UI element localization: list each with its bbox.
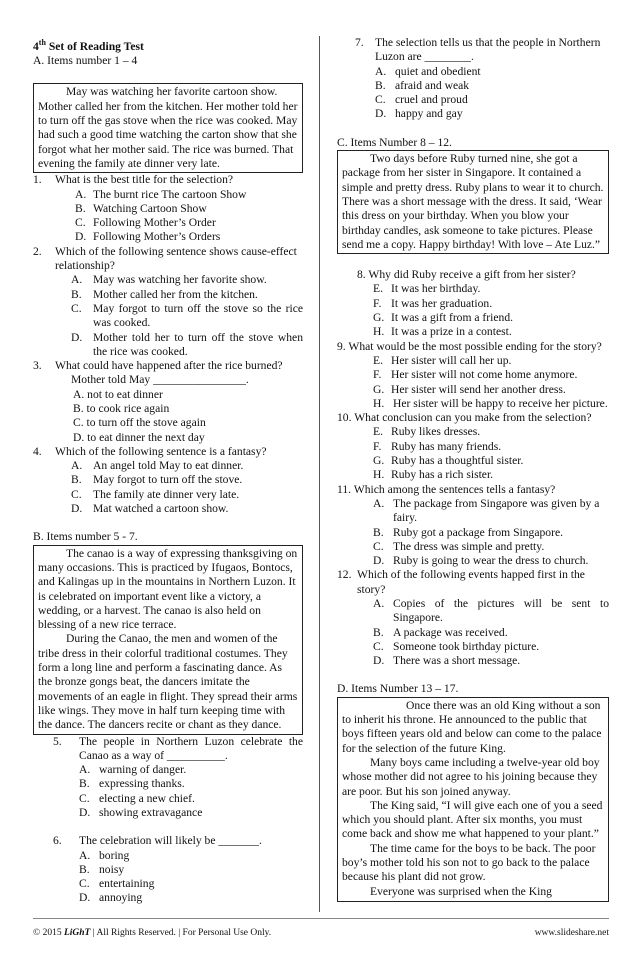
q3-stem: Mother told May ________________.: [71, 373, 249, 387]
q8-option-g: G. It was a gift from a friend.: [373, 311, 514, 325]
q4-option-d: D. Mat watched a cartoon show.: [71, 502, 229, 516]
q6-option-a: A. boring: [79, 848, 130, 862]
passage-b: The canao is a way of expressing thanksgiving on many occasions. This is practiced by Ifugaos, Bontocs, and Kalingas up in the mountains in Northern Luzon. It is celebrated on important event like a victory, a wedding, or a harvest. The canao is also held on blessing of a new rice terrace. During the Canao, the men and women of the tribe dress in their colorful traditional costumes. They form a long line and perform a fascinating dance. As the bronze gongs beat, the dancers imitate the movements of an eagle in flight. They spread their arms like wings. They move in half turn keeping time with the dance. The dancers recite or chant as they dance.: [33, 545, 303, 735]
q7-option-d: D. happy and gay: [375, 107, 463, 121]
q8-option-h: H. It was a prize in a contest.: [373, 325, 512, 339]
q6-option-b: B. noisy: [79, 862, 125, 876]
q5-option-b: B. expressing thanks.: [79, 777, 185, 791]
q8-option-f: F. It was her graduation.: [373, 296, 493, 310]
footer-copyright: © 2015 LiGhT | All Rights Reserved. | For Personal Use Only.: [33, 928, 272, 938]
q4-option-b: B. May forgot to turn off the stove.: [71, 473, 243, 487]
q9-option-h: H. Her sister will be happy to receive her picture.: [373, 396, 608, 410]
section-a-label: A. Items number 1 – 4: [33, 54, 138, 68]
q9-option-g: G. Her sister will send her another dress.: [373, 382, 566, 396]
q9-option-e: E. Her sister will call her up.: [373, 353, 512, 367]
question-7: 7. The selection tells us that the people in Northern Luzon are ________.: [355, 36, 601, 64]
q3-option-a: A. not to eat dinner: [73, 387, 163, 401]
q10-option-g: G. Ruby has a thoughtful sister.: [373, 454, 524, 468]
q10-option-h: H. Ruby has a rich sister.: [373, 468, 494, 482]
passage-a: May was watching her favorite cartoon show. Mother called her from the kitchen. Her mother told her to turn off the gas stove when the rice was cooked. May had such a good time watching the carton show that she forgot what her mother said. The rice was burned. That evening the family ate dinner very late.: [33, 83, 303, 173]
question-11: 11. Which among the sentences tells a fantasy?: [337, 482, 556, 496]
left-column: [33, 36, 303, 906]
q9-option-f: F. Her sister will not come home anymore.: [373, 368, 578, 382]
passage-d: Once there was an old King without a son to inherit his throne. He announced to the public that boys fifteen years old and below can come to the palace for the selection of the future King. Many boys came including a twelve-year old boy whose mother did not agree to his joining because they are poor. But his son joined anyway. The King said, “I will give each one of you a seed which you should plant. After six months, you must come back and show me what happened to your plant.” The time came for the boys to be back. The poor boy’s mother told his son not to go back to the palace because his plant did not grow. Everyone was surprised when the King: [337, 697, 609, 902]
footer-website: www.slideshare.net: [534, 928, 609, 938]
section-c-label: C. Items Number 8 – 12.: [337, 135, 452, 149]
q2-option-a: A. May was watching her favorite show.: [71, 273, 267, 287]
q12-option-d: D. There was a short message.: [373, 654, 521, 668]
q12-option-b: B. A package was received.: [373, 625, 508, 639]
q11-option-d: D. Ruby is going to wear the dress to church.: [373, 554, 589, 568]
question-3: 3. What could have happened after the rice burned?: [33, 359, 283, 373]
section-d-label: D. Items Number 13 – 17.: [337, 682, 459, 696]
right-column: [337, 36, 609, 902]
q5-option-d: D. showing extravagance: [79, 806, 203, 819]
q4-option-a: A. An angel told May to eat dinner.: [71, 459, 244, 473]
q1-option-d: D. Following Mother’s Orders: [75, 230, 221, 244]
question-12: 12. Which of the following events happed first in the story?: [337, 568, 585, 596]
q12-option-c: C. Someone took birthday picture.: [373, 639, 540, 653]
q10-option-e: E. Ruby likes dresses.: [373, 425, 481, 439]
q7-option-c: C. cruel and proud: [375, 93, 468, 107]
question-8: 8. Why did Ruby receive a gift from her sister?: [357, 268, 576, 282]
q3-option-d: D. to eat dinner the next day: [73, 430, 205, 444]
q1-option-a: A. The burnt rice The cartoon Show: [75, 187, 247, 201]
question-4: 4. Which of the following sentence is a fantasy?: [33, 444, 267, 458]
question-6: 6. The celebration will likely be _______.: [53, 834, 262, 848]
section-b-label: B. Items number 5 - 7.: [33, 530, 138, 544]
question-10: 10. What conclusion can you make from the selection?: [337, 411, 592, 425]
question-1: 1. What is the best title for the selection?: [33, 173, 234, 187]
q7-option-a: A. quiet and obedient: [375, 64, 481, 78]
q7-option-b: B. afraid and weak: [375, 78, 470, 92]
q3-option-c: C. to turn off the stove again: [73, 416, 206, 430]
q2-option-c: C. May forgot to turn off the stove so the rice was cooked.: [71, 301, 303, 330]
q1-option-c: C. Following Mother’s Order: [75, 216, 216, 230]
passage-c: Two days before Ruby turned nine, she got a package from her sister in Singapore. It contained a simple and pretty dress. Ruby plans to wear it to church. There was a short message with the dress. It said, ‘Wear this dress on your birthday. When you blow your birthday candles, ask someone to take pictures. Please send me a copy. Happy birthday! With love – Ate Luz.”: [337, 150, 609, 254]
q1-option-b: B. Watching Cartoon Show: [75, 201, 207, 215]
footer-divider: [33, 918, 609, 919]
q2-option-d: D. Mother told her to turn off the stove when the rice was cooked.: [71, 330, 303, 358]
question-5: 5. The people in Northern Luzon celebrate the Canao as a way of __________.: [53, 734, 303, 762]
q4-option-c: C. The family ate dinner very late.: [71, 487, 240, 501]
q11-option-b: B. Ruby got a package from Singapore.: [373, 525, 563, 539]
column-divider: [319, 36, 320, 912]
q5-option-a: A. warning of danger.: [79, 763, 187, 777]
q6-option-d: D. annoying: [79, 891, 143, 905]
q5-option-c: C. electing a new chief.: [79, 791, 195, 805]
question-2: 2. Which of the following sentence shows cause-effect relationship?: [33, 244, 297, 273]
q6-option-c: C. entertaining: [79, 877, 155, 891]
q12-option-a: A. Copies of the pictures will be sent to Singapore.: [373, 596, 609, 625]
page-title: 4th Set of Reading Test: [33, 38, 144, 53]
q3-option-b: B. to cook rice again: [73, 401, 170, 415]
q10-option-f: F. Ruby has many friends.: [373, 439, 502, 453]
question-9: 9. What would be the most possible ending for the story?: [337, 339, 602, 353]
q2-option-b: B. Mother called her from the kitchen.: [71, 287, 258, 301]
q8-option-e: E. It was her birthday.: [373, 282, 481, 296]
q11-option-c: C. The dress was simple and pretty.: [373, 539, 545, 553]
q11-option-a: A. The package from Singapore was given by a fairy.: [373, 496, 600, 525]
